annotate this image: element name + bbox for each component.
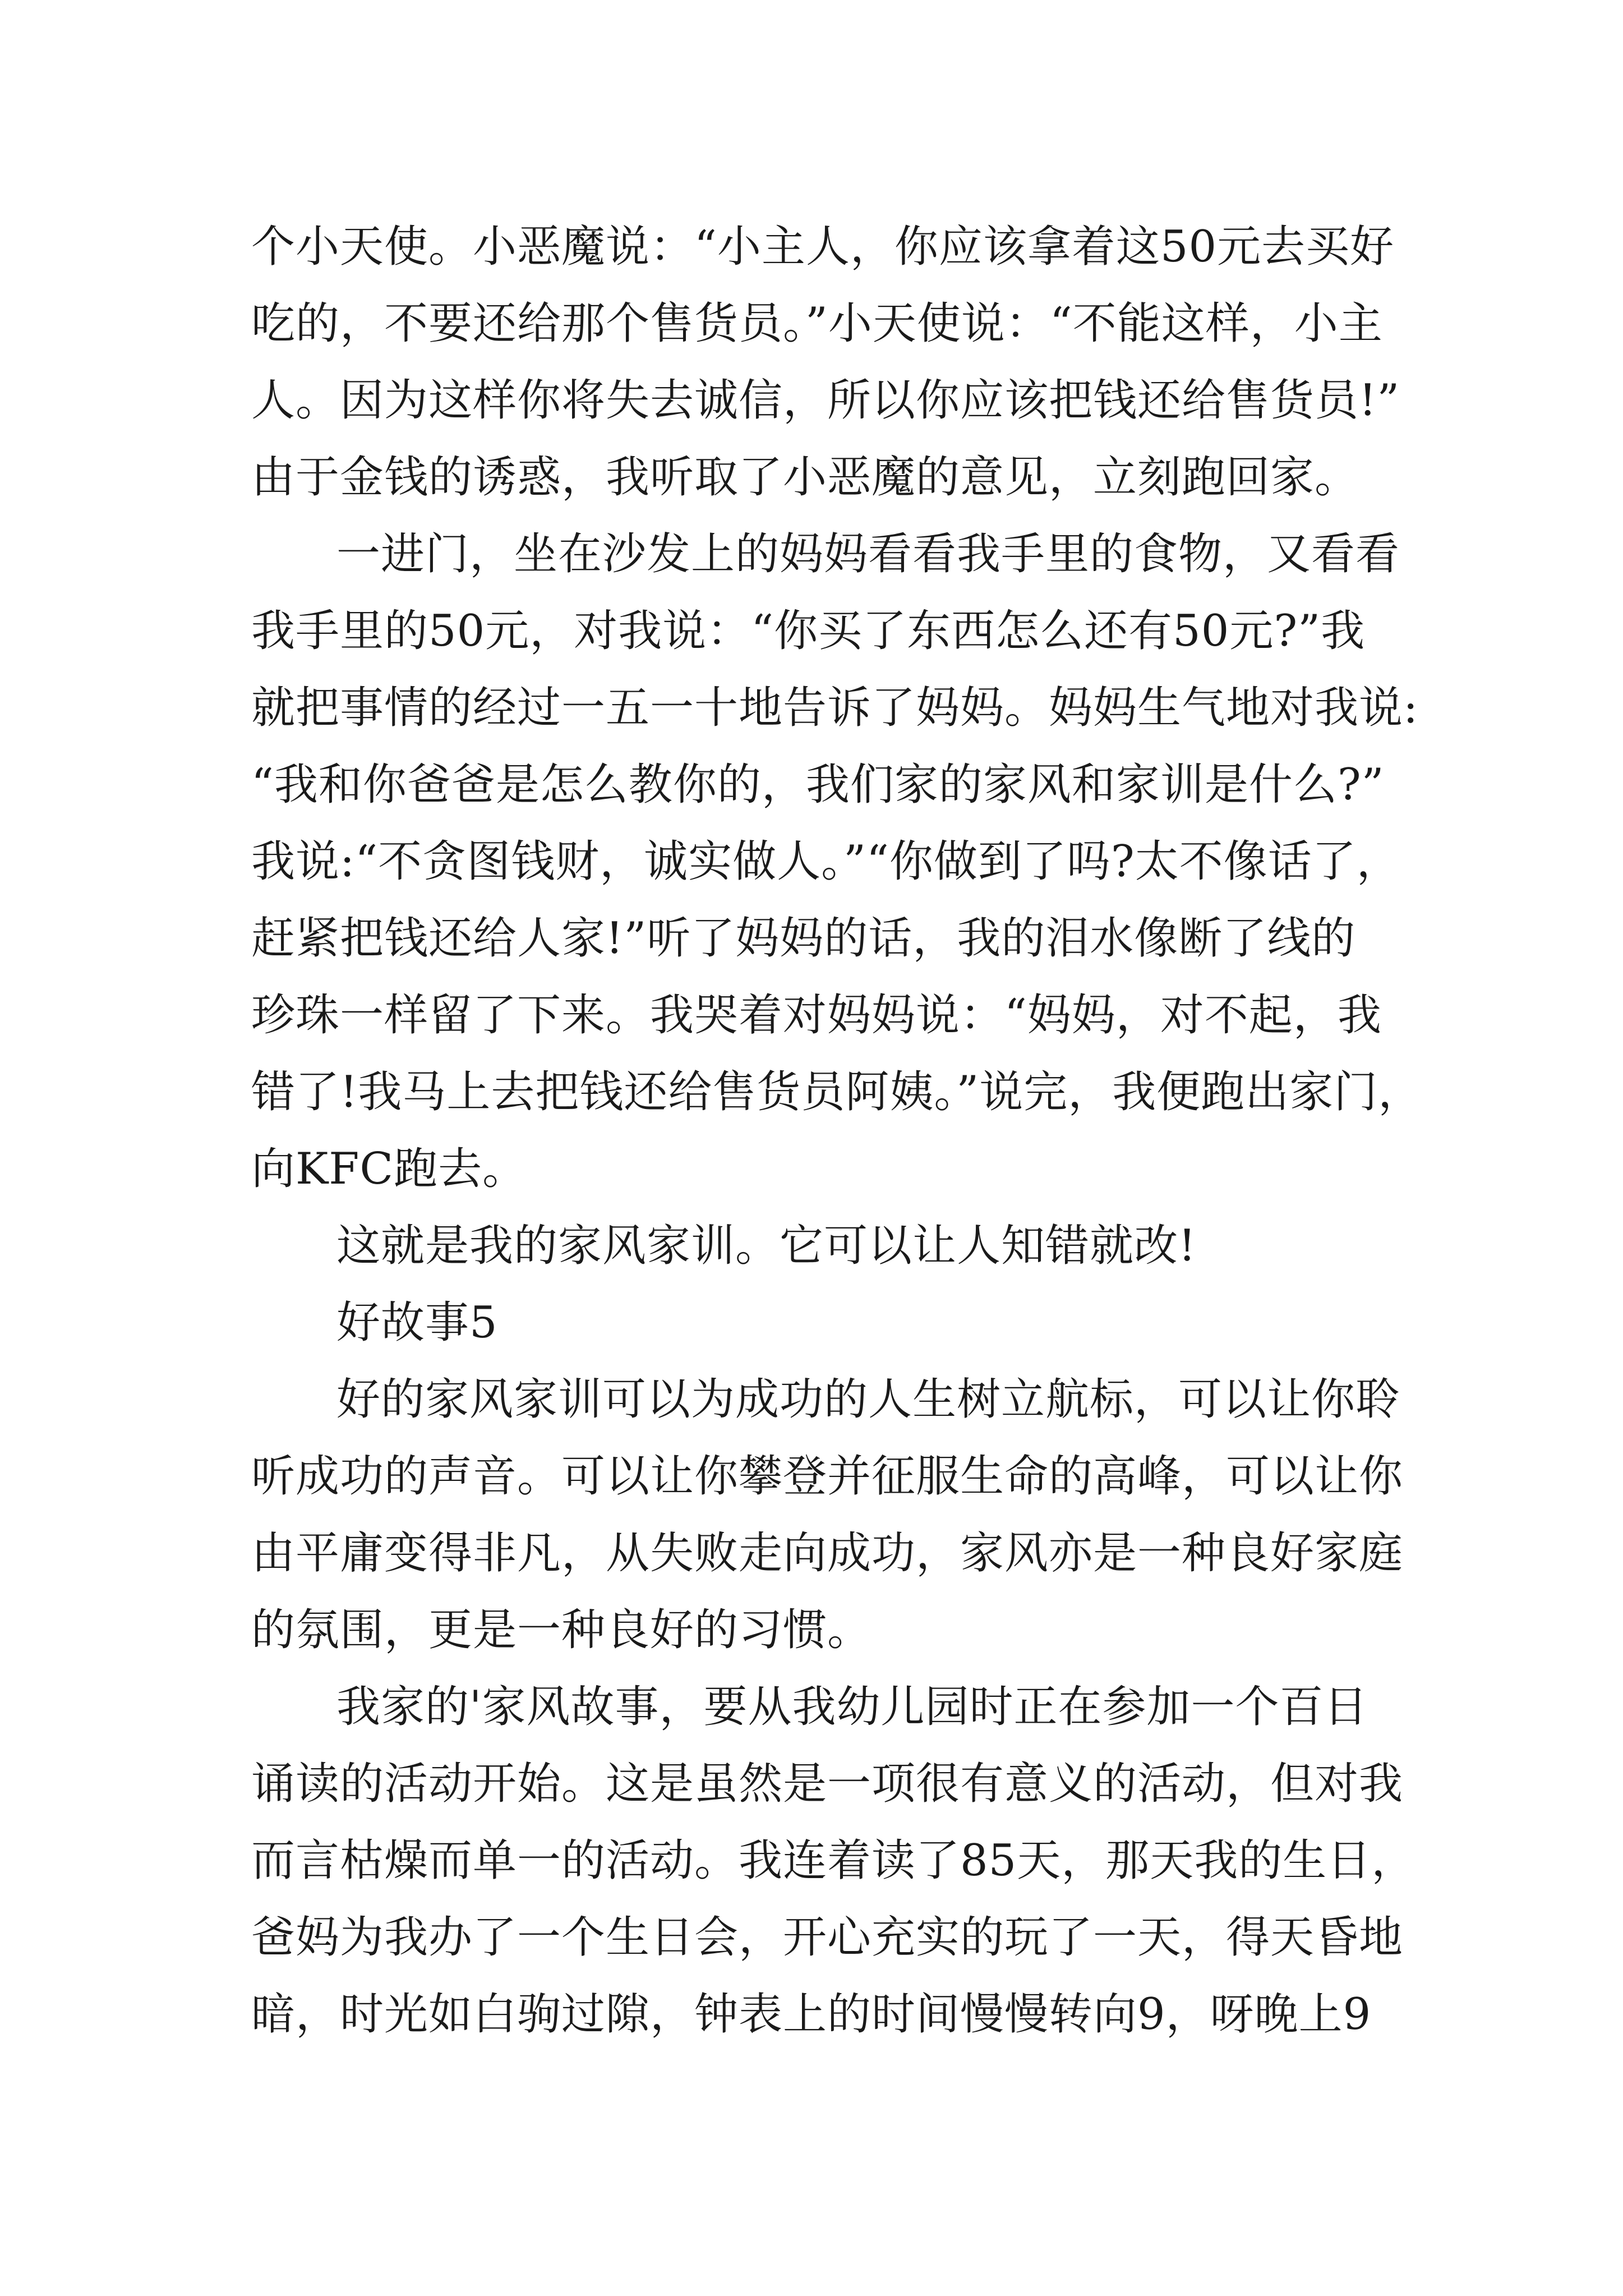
text-line: “我和你爸爸是怎么教你的，我们家的家风和家训是什么?” [251, 760, 1385, 810]
text-line: 我说:“不贪图钱财，诚实做人。”“你做到了吗?太不像话了， [251, 836, 1401, 887]
text-line: 好的家风家训可以为成功的人生树立航标，可以让你聆 [336, 1374, 1400, 1425]
text-line: 一进门，坐在沙发上的妈妈看看我手里的食物，又看看 [336, 529, 1400, 579]
text-line: 而言枯燥而单一的活动。我连着读了85天，那天我的生日， [251, 1835, 1416, 1886]
text-line: 爸妈为我办了一个生日会，开心充实的玩了一天，得天昏地 [251, 1912, 1404, 1963]
text-line: 人。因为这样你将失去诚信，所以你应该把钱还给售货员!” [251, 375, 1400, 426]
text-line: 由于金钱的诱惑，我听取了小恶魔的意见，立刻跑回家。 [251, 452, 1359, 503]
text-line: 由平庸变得非凡，从失败走向成功，家风亦是一种良好家庭 [251, 1528, 1404, 1579]
text-line: 吃的，不要还给那个售货员。”小天使说：“不能这样，小主 [251, 298, 1383, 349]
text-line: 赶紧把钱还给人家!”听了妈妈的话，我的泪水像断了线的 [251, 913, 1356, 964]
section-heading: 好故事5 [336, 1297, 498, 1348]
body-text [251, 209, 1423, 2053]
text-line: 错了!我马上去把钱还给售货员阿姨。”说完，我便跑出家门， [251, 1067, 1423, 1117]
text-line: 向KFC跑去。 [251, 1144, 527, 1194]
text-line: 诵读的活动开始。这是虽然是一项很有意义的活动，但对我 [251, 1759, 1404, 1809]
text-line: 的氛围，更是一种良好的习惯。 [251, 1605, 872, 1655]
text-line: 个小天使。小恶魔说：“小主人，你应该拿着这50元去买好 [251, 222, 1395, 272]
text-line: 就把事情的经过一五一十地告诉了妈妈。妈妈生气地对我说: [251, 683, 1419, 733]
text-line: 我手里的50元，对我说：“你买了东西怎么还有50元?”我 [251, 606, 1366, 656]
text-line: 听成功的声音。可以让你攀登并征服生命的高峰，可以让你 [251, 1451, 1404, 1502]
text-line: 珍珠一样留了下来。我哭着对妈妈说：“妈妈，对不起，我 [251, 990, 1382, 1041]
text-line: 这就是我的家风家训。它可以让人知错就改! [336, 1221, 1197, 1271]
text-line: 暗，时光如白驹过隙，钟表上的时间慢慢转向9，呀晚上9 [251, 1989, 1372, 2040]
text-line: 我家的'家风故事，要从我幼儿园时正在参加一个百日 [336, 1682, 1368, 1732]
